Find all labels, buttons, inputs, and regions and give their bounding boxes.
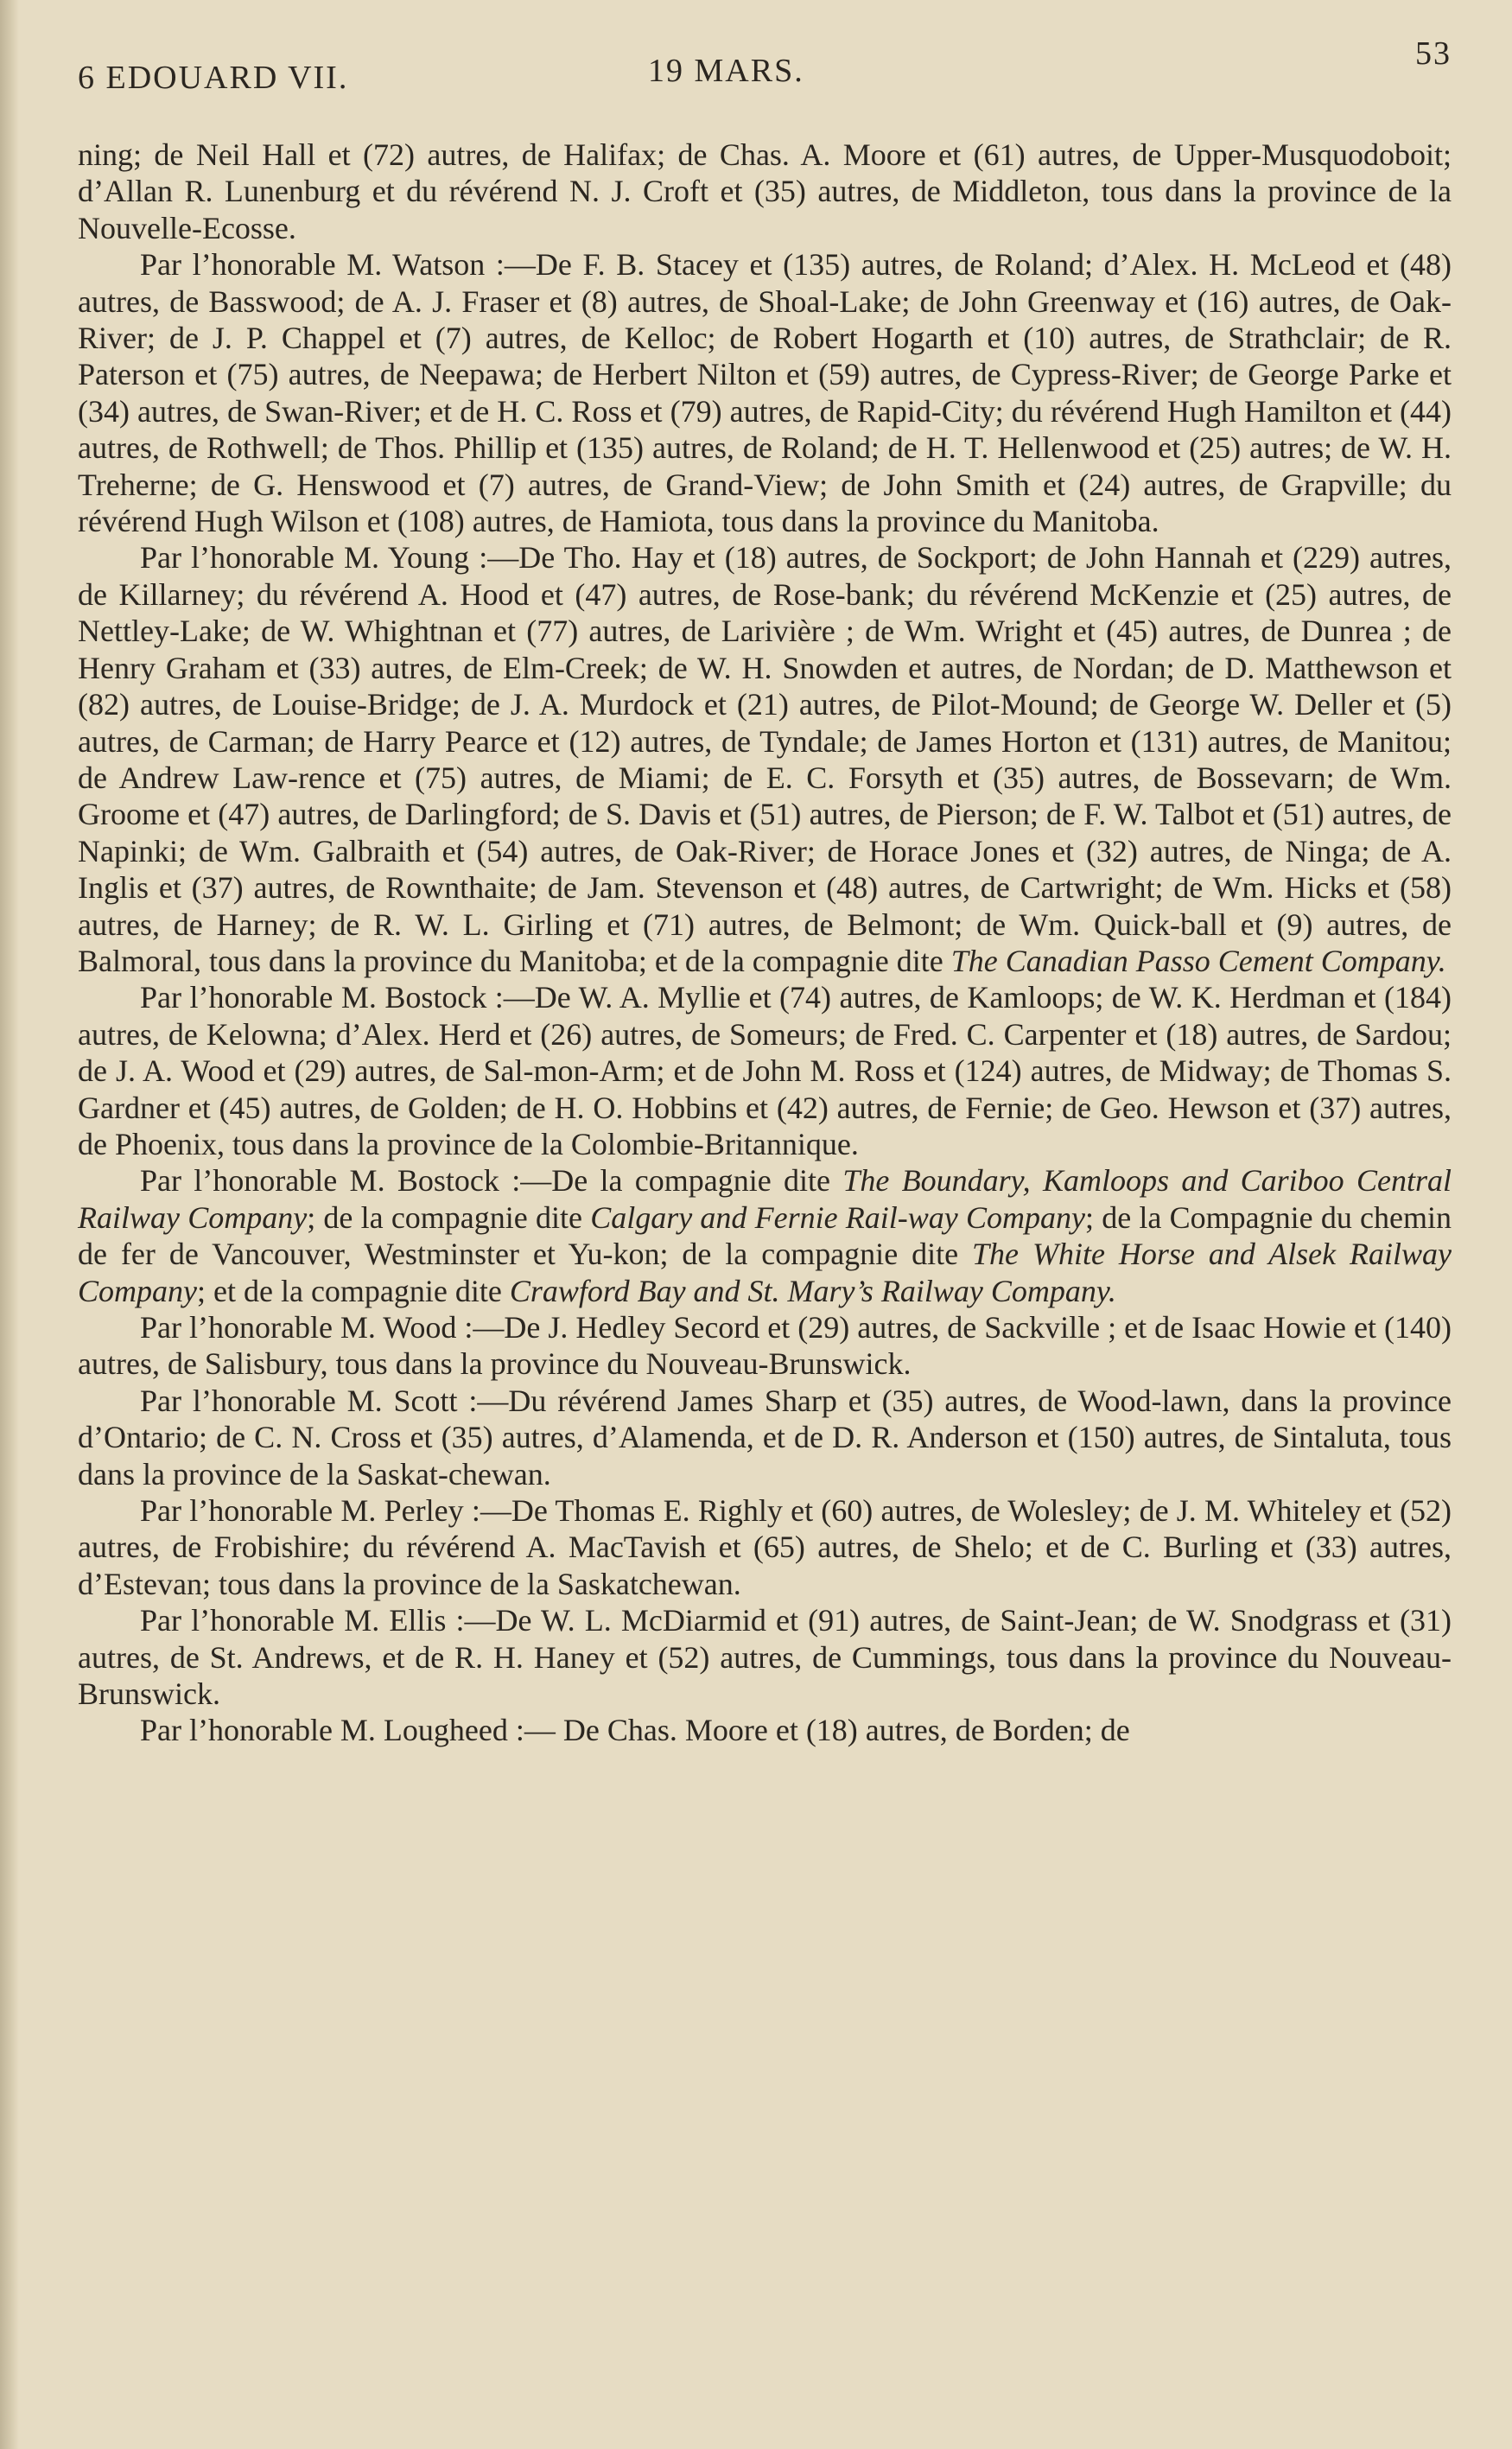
paragraph-lougheed: Par l’honorable M. Lougheed :— De Chas. Moore et (18) autres, de Borden; de xyxy=(140,1713,1130,1748)
page-body xyxy=(78,137,1452,1749)
company-name-italic: Calgary and Fernie Rail-way Company xyxy=(590,1199,1085,1235)
company-name-italic: The White Horse and Alsek Railway Company xyxy=(78,1237,1452,1308)
paragraph-ellis: Par l’honorable M. Ellis :—De W. L. McDiarmid et (91) autres, de Saint-Jean; de W. Snodgrass et (31) autres, de St. Andrews, et de R. H. Haney et (52) autres, de Cummings, tous dans la province du Nouveau-Brunswick. xyxy=(78,1603,1452,1712)
paragraph-scott: Par l’honorable M. Scott :—Du révérend James Sharp et (35) autres, de Wood-lawn, dans la province d’Ontario; de C. N. Cross et (35) autres, d’Alamenda, et de D. R. Anderson et (150) autres, de Sintaluta, tous dans la province de la Saskat-chewan. xyxy=(78,1383,1452,1492)
paragraph-continuation: ning; de Neil Hall et (72) autres, de Halifax; de Chas. A. Moore et (61) autres, de Upper-Musquodoboit; d’Allan R. Lunenburg et du révérend N. J. Croft et (35) autres, de Middleton, tous dans la province de la Nouvelle-Ecosse. xyxy=(78,137,1452,245)
company-name-italic: The Canadian Passo Cement Company. xyxy=(950,943,1446,978)
running-header xyxy=(78,35,1452,104)
page-number: 53 xyxy=(1415,35,1452,72)
paragraph-wood: Par l’honorable M. Wood :—De J. Hedley Secord et (29) autres, de Sackville ; et de Isaac Howie et (140) autres, de Salisbury, tous dans la province du Nouveau-Brunswick. xyxy=(78,1310,1452,1382)
document-page xyxy=(78,35,1452,2420)
company-name-italic: Crawford Bay and St. Mary’s Railway Company. xyxy=(509,1273,1116,1308)
paragraph-watson: Par l’honorable M. Watson :—De F. B. Stacey et (135) autres, de Roland; d’Alex. H. McLeod et (48) autres, de Basswood; de A. J. Fraser et (8) autres, de Shoal-Lake; de John Greenway et (16) autres, de Oak-River; de J. P. Chappel et (7) autres, de Kelloc; de Robert Hogarth et (10) autres, de Strathclair; de R. Paterson et (75) autres, de Neepawa; de Herbert Nilton et (59) autres, de Cypress-River; de George Parke et (34) autres, de Swan-River; et de H. C. Ross et (79) autres, de Rapid-City; du révérend Hugh Hamilton et (44) autres, de Rothwell; de Thos. Phillip et (135) autres, de Roland; de H. T. Hellenwood et (25) autres; de W. H. Treherne; de G. Henswood et (7) autres, de Grand-View; de John Smith et (24) autres, de Grapville; du révérend Hugh Wilson et (108) autres, de Hamiota, tous dans la province du Manitoba. xyxy=(78,247,1452,539)
header-date: 19 MARS. xyxy=(648,53,804,89)
paragraph-bostock-1: Par l’honorable M. Bostock :—De W. A. Myllie et (74) autres, de Kamloops; de W. K. Herdman et (184) autres, de Kelowna; d’Alex. Herd et (26) autres, de Someurs; de Fred. C. Carpenter et (18) autres, de Sardou; de J. A. Wood et (29) autres, de Sal-mon-Arm; et de John M. Ross et (124) autres, de Midway; de Thomas S. Gardner et (45) autres, de Golden; de H. O. Hobbins et (42) autres, de Fernie; de Geo. Hewson et (37) autres, de Phoenix, tous dans la province de la Colombie-Britannique. xyxy=(78,980,1452,1161)
text-run: ; de la compagnie dite xyxy=(307,1199,591,1235)
paragraph-young xyxy=(78,539,1452,979)
paragraph-perley: Par l’honorable M. Perley :—De Thomas E. Righly et (60) autres, de Wolesley; de J. M. Whiteley et (52) autres, de Frobishire; du révérend A. MacTavish et (65) autres, de Shelo; et de C. Burling et (33) autres, d’Estevan; tous dans la province de la Saskatchewan. xyxy=(78,1493,1452,1601)
header-left: 6 EDOUARD VII. xyxy=(78,60,349,96)
paragraph-young-text: Par l’honorable M. Young :—De Tho. Hay et (18) autres, de Sockport; de John Hannah et (229) autres, de Killarney; du révérend A. Hood et (47) autres, de Rose-bank; du révérend McKenzie et (25) autres, de Nettley-Lake; de W. Whightnan et (77) autres, de Larivière ; de Wm. Wright et (45) autres, de Dunrea ; de Henry Graham et (33) autres, de Elm-Creek; de W. H. Snowden et autres, de Nordan; de D. Matthewson et (82) autres, de Louise-Bridge; de J. A. Murdock et (21) autres, de Pilot-Mound; de George W. Deller et (5) autres, de Carman; de Harry Pearce et (12) autres, de Tyndale; de James Horton et (131) autres, de Manitou; de Andrew Law-rence et (75) autres, de Miami; de E. C. Forsyth et (35) autres, de Bossevarn; de Wm. Groome et (47) autres, de Darlingford; de S. Davis et (51) autres, de Pierson; de F. W. Talbot et (51) autres, de Napinki; de Wm. Galbraith et (54) autres, de Oak-River; de Horace Jones et (32) autres, de Ninga; de A. Inglis et (37) autres, de Rownthaite; de Jam. Stevenson et (48) autres, de Cartwright; de Wm. Hicks et (58) autres, de Harney; de R. W. L. Girling et (71) autres, de Belmont; de Wm. Quick-ball et (9) autres, de Balmoral, tous dans la province du Manitoba; et de la compagnie dite xyxy=(78,540,1452,978)
paragraph-bostock-2 xyxy=(78,1162,1452,1309)
page-binding-edge xyxy=(0,0,19,2449)
text-run: ; de la Compagnie du chemin de fer de Vancouver, Westminster et Yu-kon; de la compagnie dite xyxy=(78,1199,1452,1272)
company-name-italic: The Boundary, Kamloops and Cariboo Central Railway Company xyxy=(78,1163,1452,1235)
text-run: Par l’honorable M. Bostock :—De la compagnie dite xyxy=(140,1163,843,1199)
text-run: ; et de la compagnie dite xyxy=(197,1273,510,1308)
